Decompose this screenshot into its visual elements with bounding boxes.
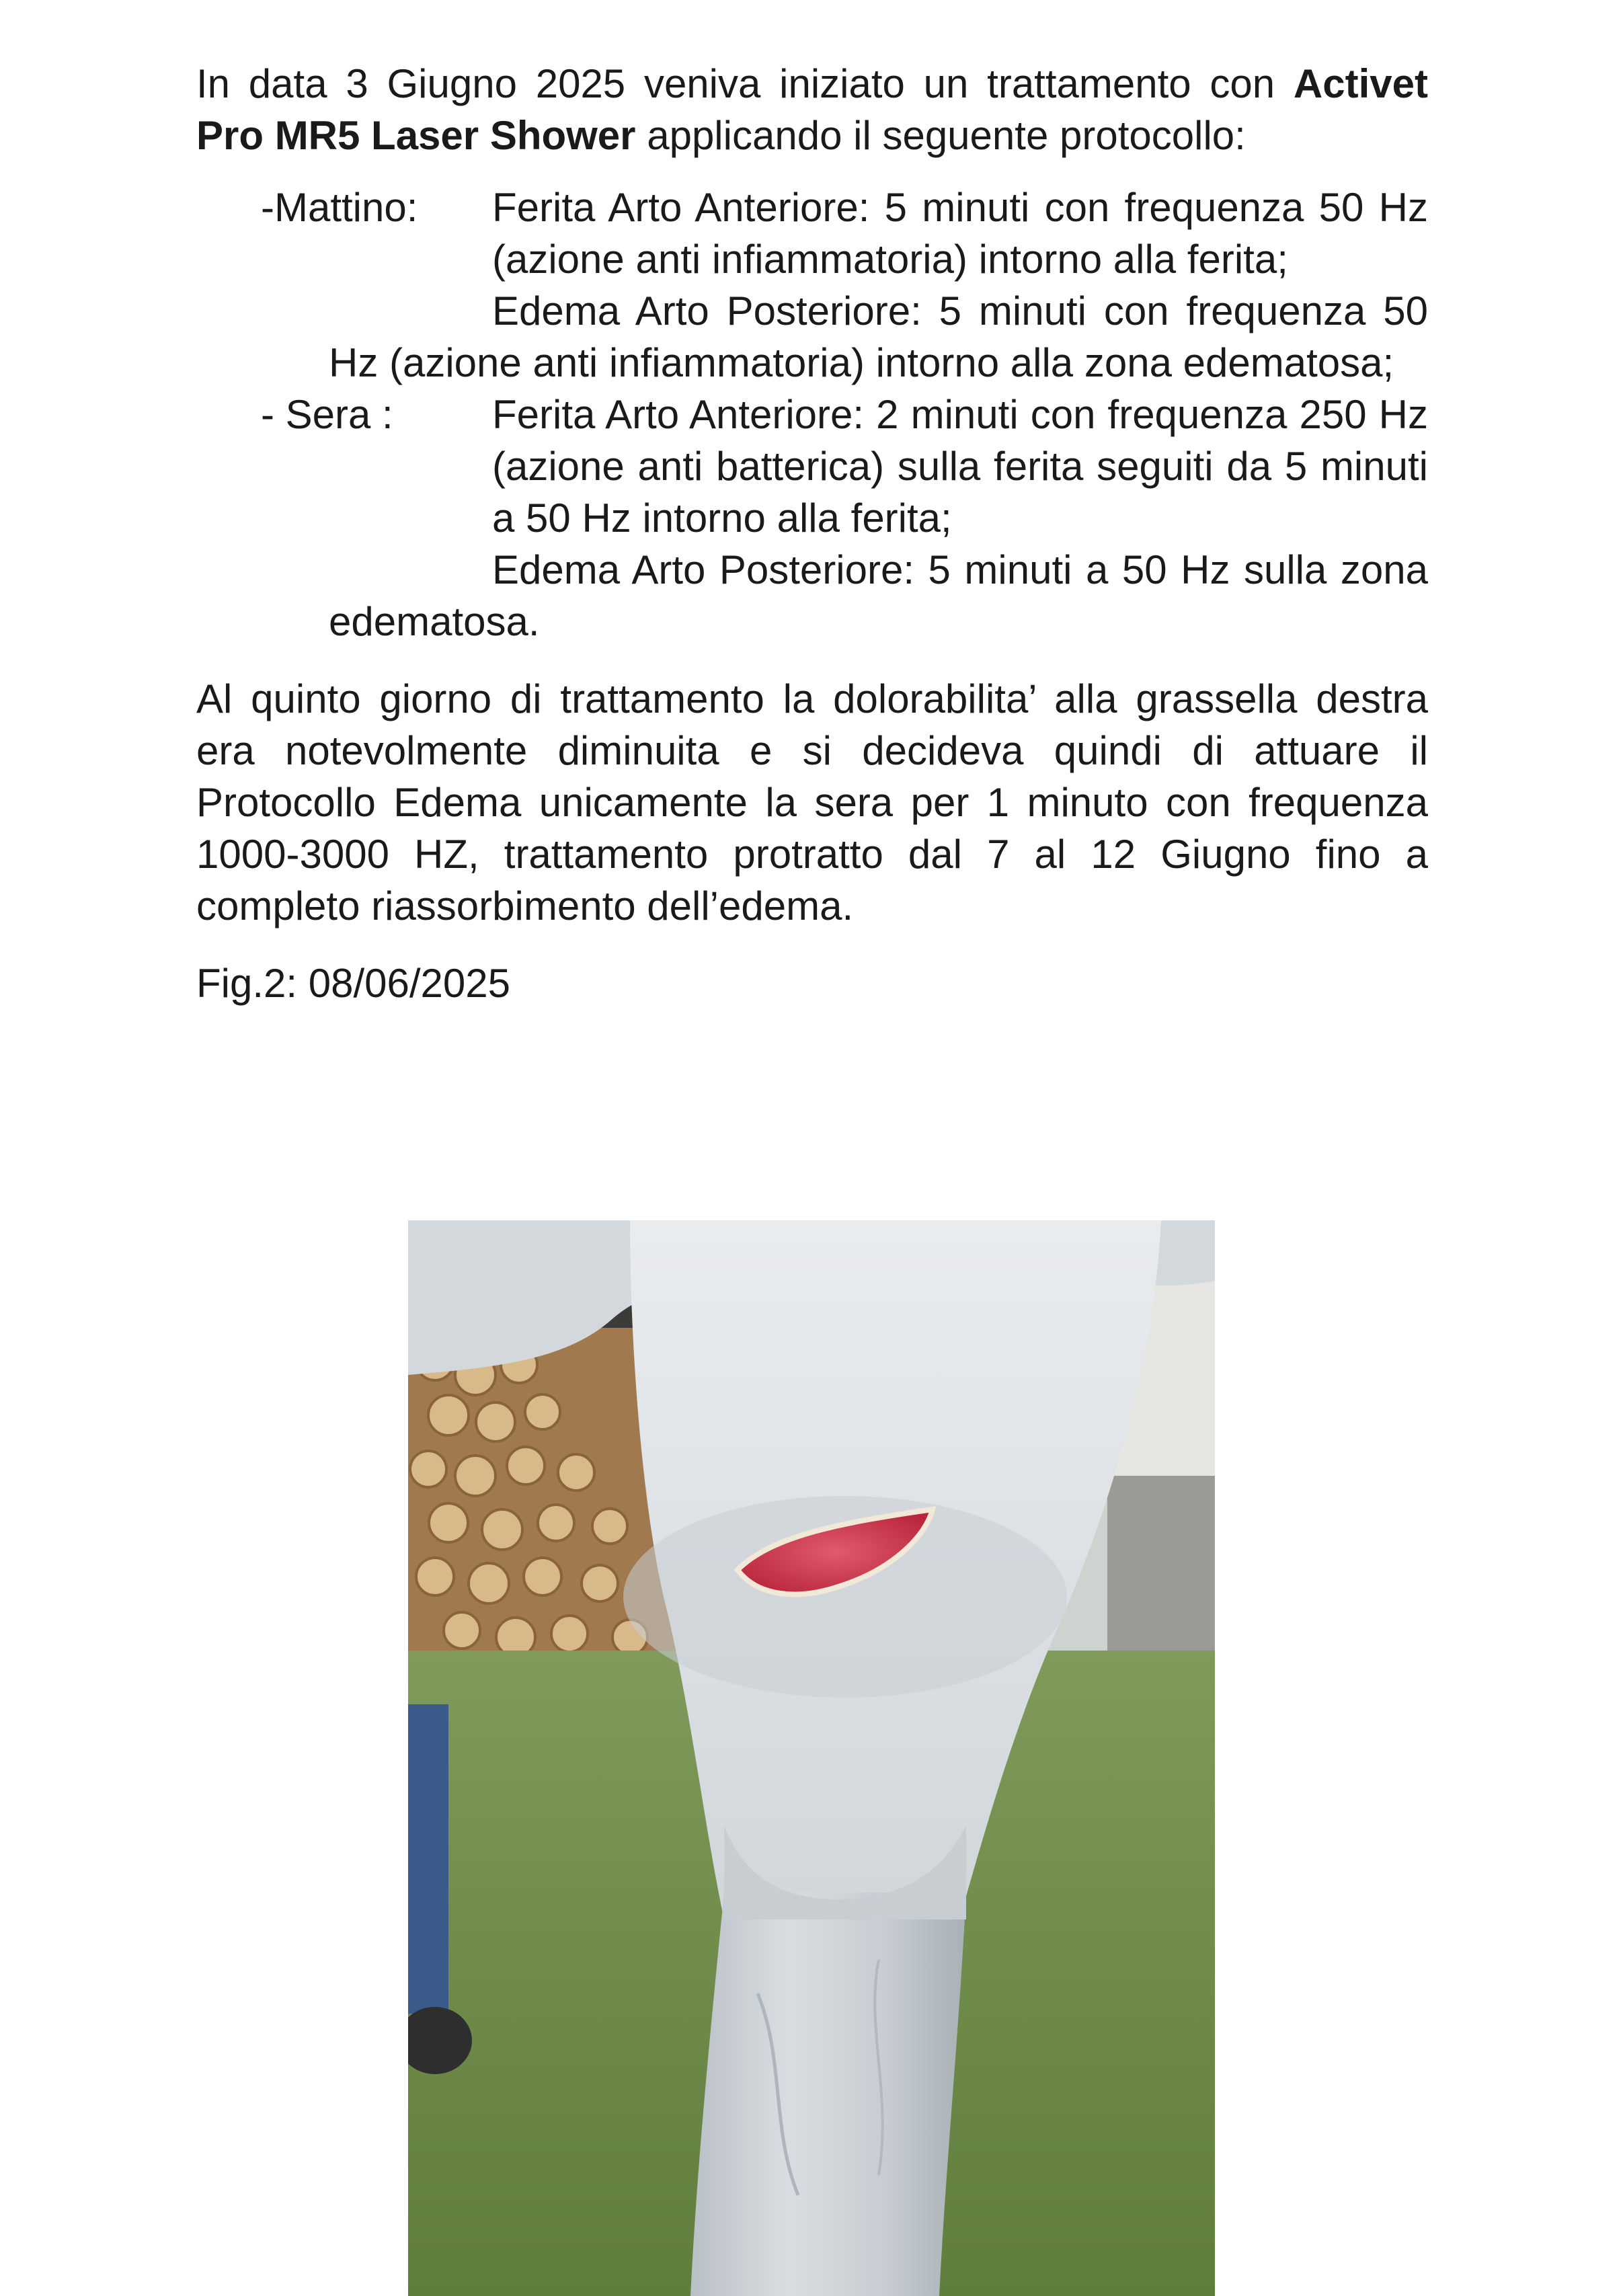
intro-prefix: In data 3 Giugno 2025 veniva iniziato un trattamento con bbox=[196, 61, 1294, 106]
morning-edema: Edema Arto Posteriore: 5 minuti con frequenza 50 Hz (azione anti infiammatoria) intorno alla zona edematosa; bbox=[329, 288, 1428, 385]
evening-ferita: Ferita Arto Anteriore: 2 minuti con frequenza 250 Hz (azione anti batterica) sulla ferita seguiti da 5 minuti a 50 Hz intorno alla ferita; bbox=[492, 392, 1428, 541]
morning-ferita: Ferita Arto Anteriore: 5 minuti con frequenza 50 Hz (azione anti infiammatoria) intorno alla ferita; bbox=[492, 185, 1428, 282]
protocol-item-morning bbox=[196, 182, 1428, 389]
intro-suffix: applicando il seguente protocollo: bbox=[635, 113, 1246, 158]
figure-photo bbox=[408, 1220, 1215, 2296]
protocol-list bbox=[196, 182, 1428, 647]
text-column bbox=[196, 58, 1428, 1009]
figure-caption: Fig.2: 08/06/2025 bbox=[196, 961, 511, 1006]
evening-edema: Edema Arto Posteriore: 5 minuti a 50 Hz sulla zona edematosa. bbox=[329, 547, 1428, 644]
intro-paragraph bbox=[196, 58, 1428, 161]
followup-paragraph: Al quinto giorno di trattamento la dolorabilita’ alla grassella destra era notevolmente diminuita e si decideva quindi di attuare il Protocollo Edema unicamente la sera per 1 minuto con frequenza 1000-3000 HZ, trattamento protratto dal 7 al 12 Giugno fino a completo riassorbimento dell’edema. bbox=[196, 676, 1428, 928]
protocol-item-evening bbox=[196, 389, 1428, 647]
morning-marker: -Mattino: bbox=[261, 185, 418, 230]
horse-leg-wound-photo bbox=[408, 1220, 1215, 2296]
evening-marker: - Sera : bbox=[261, 392, 393, 437]
product-name: Activet Pro MR5 Laser Shower bbox=[196, 61, 1428, 158]
